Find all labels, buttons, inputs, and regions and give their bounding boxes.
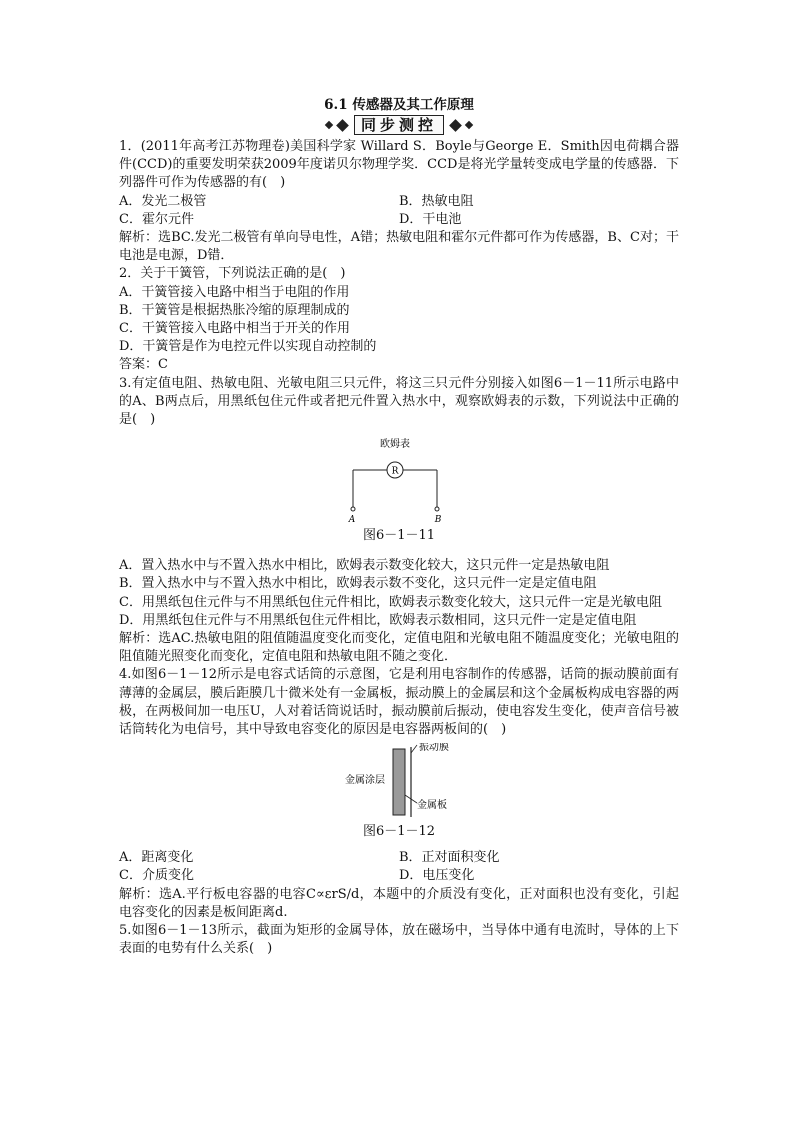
coating-label: 金属涂层 [345,775,385,787]
membrane-pointer [411,745,417,753]
q2-option-d: D．干簧管是作为电控元件以实现自动控制的 [119,339,377,355]
q2-option-b: B．干簧管是根据热胀冷缩的原理制成的 [119,302,350,318]
q5-stem: 5.如图6－1－13所示，截面为矩形的金属导体，放在磁场中，当导体中通有电流时，导体的上下表面的电势有什么关系( ) [119,923,679,957]
ohmmeter-circuit-diagram [119,433,679,523]
diamond-icon [325,121,333,129]
q1-options-row [119,211,679,229]
diamond-icon [465,121,473,129]
figure-caption: 图6－1－11 [362,528,436,544]
q4-options-row [119,867,679,885]
condenser-microphone-diagram [119,743,679,819]
q1-analysis: 解析：选BC.发光二极管有单向导电性，A错；热敏电阻和霍尔元件都可作为传感器，B、C对；干电池是电源，D错． [119,230,679,264]
q2-option-c: C．干簧管接入电路中相当于开关的作用 [119,321,350,337]
q3-option-d: D．用黑纸包住元件与不用黑纸包住元件相比，欧姆表示数相同，这只元件一定是定值电阻 [119,612,637,628]
q4-analysis: 解析：选A.平行板电容器的电容C∝εrS/d，本题中的介质没有变化，正对面积也没有变化，引起电容变化的因素是板间距离d. [119,886,679,920]
terminal-b-label: B [434,515,442,524]
q3-analysis: 解析：选AC.热敏电阻的阻值随温度变化而变化，定值电阻和光敏电阻不随温度变化；光敏电阻的阻值随光照变化而变化，定值电阻和热敏电阻不随之变化． [119,631,679,665]
terminal-a [351,507,355,511]
q2-answer: 答案：C [119,357,168,373]
q3-stem: 3.有定值电阻、热敏电阻、光敏电阻三只元件，将这三只元件分别接入如图6－1－11所示电路中的A、B两点后，用黑纸包住元件或者把元件置入热水中，观察欧姆表的示数，下列说法中正确的是( ) [119,375,679,428]
terminal-b [435,507,439,511]
banner-text: 同步测控 [354,115,444,135]
q3-option-b: B．置入热水中与不置入热水中相比，欧姆表示数不变化，这只元件一定是定值电阻 [119,576,597,592]
figure-6-1-11 [119,433,679,545]
q2-option-a: A．干簧管接入电路中相当于电阻的作用 [119,284,350,300]
membrane-label: 振动膜 [419,743,449,754]
metal-plate-shape [393,749,405,815]
plate-label: 金属板 [417,800,447,812]
ohmmeter-label: 欧姆表 [380,439,410,451]
q4-option-b: B．正对面积变化 [399,850,500,866]
q4-option-a: A．距离变化 [119,850,194,866]
terminal-a-label: A [348,515,356,524]
page-title: 6.1 传感器及其工作原理 [324,97,474,113]
q3-option-a: A．置入热水中与不置入热水中相比，欧姆表示数变化较大，这只元件一定是热敏电阻 [119,558,610,574]
figure-caption: 图6－1－12 [362,824,436,840]
q4-option-d: D．电压变化 [399,868,475,884]
q3-option-c: C．用黑纸包住元件与不用黑纸包住元件相比，欧姆表示数变化较大，这只元件一定是光敏电阻 [119,594,662,610]
figure-6-1-12 [119,743,679,840]
ohmmeter-symbol: R [391,466,399,477]
section-banner [119,115,679,135]
q4-options-row [119,849,679,867]
q1-option-c: C．霍尔元件 [119,211,194,227]
q1-options-row [119,193,679,211]
q1-option-d: D．干电池 [399,211,462,227]
q1-stem: 1．(2011年高考江苏物理卷)美国科学家 Willard S．Boyle与George E．Smith因电荷耦合器件(CCD)的重要发明荣获2009年度诺贝尔物理学奖．CCD是将光学量转变成电学量的传感器．下列器件可作为传感器的有( ) [119,139,679,191]
q4-stem: 4.如图6－1－12所示是电容式话筒的示意图，它是利用电容制作的传感器，话筒的振动膜前面有薄薄的金属层，膜后距膜几十微米处有一金属板，振动膜上的金属层和这个金属板构成电容器的两极，在两极间加一电压U，人对着话筒说话时，振动膜前后振动，使电容发生变化，使声音信号被话筒转化为电信号，其中导致电容变化的原因是电容器两板间的( ) [119,667,679,738]
diamond-icon [336,119,349,132]
q1-option-a: A．发光二极管 [119,193,207,209]
q1-option-b: B．热敏电阻 [399,193,474,209]
diamond-icon [449,119,462,132]
q4-option-c: C．介质变化 [119,868,194,884]
page [119,96,679,959]
q2-stem: 2．关于干簧管，下列说法正确的是( ) [119,266,346,282]
